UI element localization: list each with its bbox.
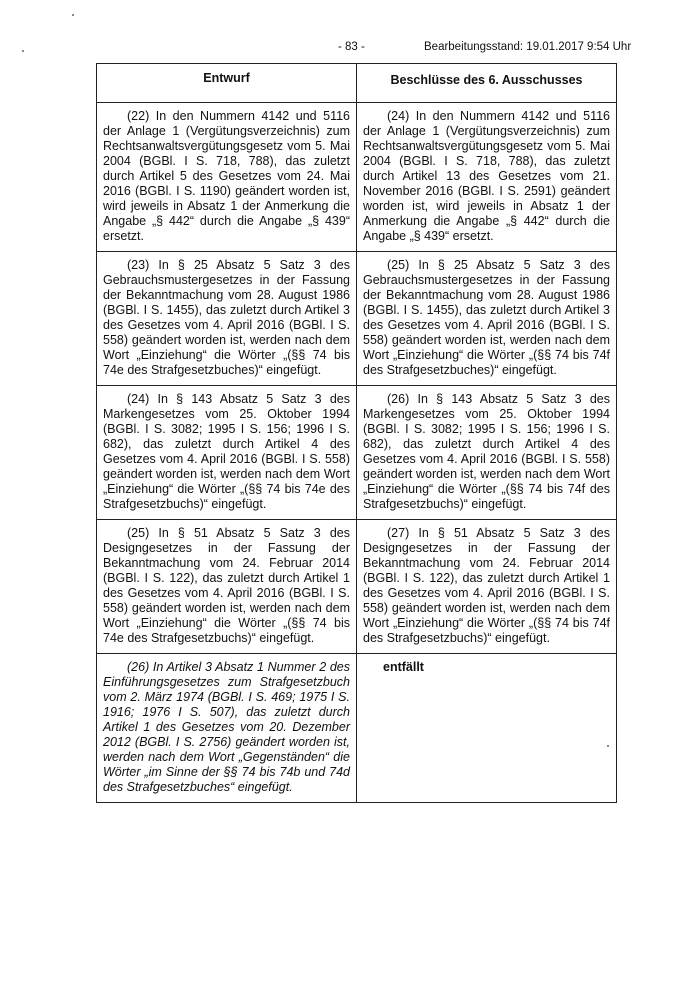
entwurf-cell bbox=[97, 654, 357, 803]
entwurf-text: (24) In § 143 Absatz 5 Satz 3 des Markengesetzes vom 25. Oktober 1994 (BGBl. I S. 3082; 1995 I S. 156; 1996 I S. 682), das zuletzt durch Artikel 4 des Gesetzes vom 4. April 2016 (BGBl. I S. 558) geändert worden ist, werden nach dem Wort „Einziehung“ die Wörter „(§§ 74 bis 74e des Strafgesetzbuchs)“ eingefügt. bbox=[103, 392, 350, 511]
beschluss-cell bbox=[357, 520, 617, 654]
table-row bbox=[97, 654, 617, 803]
column-header-entwurf: Entwurf bbox=[97, 64, 357, 103]
beschluss-cell bbox=[357, 654, 617, 803]
column-header-beschluesse: Beschlüsse des 6. Ausschusses bbox=[357, 64, 617, 103]
beschluss-cell bbox=[357, 386, 617, 520]
beschluss-cell bbox=[357, 252, 617, 386]
beschluss-text: (24) In den Nummern 4142 und 5116 der Anlage 1 (Vergütungsverzeichnis) zum Rechtsanwaltsvergütungsgesetz vom 5. Mai 2004 (BGBl. I S. 718, 788), das zuletzt durch Artikel 13 des Gesetzes vom 21. November 2016 (BGBl. I S. 2591) geändert worden ist, wird jeweils in Absatz 1 der Anmerkung die Angabe „§ 442“ durch die Angabe „§ 439“ ersetzt. bbox=[363, 109, 610, 243]
table-row bbox=[97, 386, 617, 520]
beschluss-text: (25) In § 25 Absatz 5 Satz 3 des Gebrauchsmustergesetzes in der Fassung der Bekanntmachung vom 28. August 1986 (BGBl. I S. 1455), das zuletzt durch Artikel 3 des Gesetzes vom 4. April 2016 (BGBl. I S. 558) geändert worden ist, werden nach dem Wort „Einziehung“ die Wörter „(§§ 74 bis 74f des Strafgesetzbuches)“ eingefügt. bbox=[363, 258, 610, 377]
edit-status: Bearbeitungsstand: 19.01.2017 9:54 Uhr bbox=[424, 41, 632, 53]
beschluss-cell bbox=[357, 103, 617, 252]
entwurf-text: (25) In § 51 Absatz 5 Satz 3 des Designgesetzes in der Fassung der Bekanntmachung vom 24. Februar 2014 (BGBl. I S. 122), das zuletzt durch Artikel 1 des Gesetzes vom 4. April 2016 (BGBl. I S. 558) geändert worden ist, werden nach dem Wort „Einziehung“ die Wörter „(§§ 74 bis 74e des Strafgesetzbuchs)“ eingefügt. bbox=[103, 526, 350, 645]
entwurf-text: (23) In § 25 Absatz 5 Satz 3 des Gebrauchsmustergesetzes in der Fassung der Bekanntmachung vom 28. August 1986 (BGBl. I S. 1455), das zuletzt durch Artikel 3 des Gesetzes vom 4. April 2016 (BGBl. I S. 558) geändert worden ist, werden nach dem Wort „Einziehung“ die Wörter „(§§ 74 bis 74e des Strafgesetzbuches)“ eingefügt. bbox=[103, 258, 350, 377]
page-number: - 83 - bbox=[338, 41, 365, 53]
entfaellt-label: entfällt bbox=[383, 660, 424, 674]
entwurf-text: (26) In Artikel 3 Absatz 1 Nummer 2 des Einführungsgesetzes zum Strafgesetzbuch vom 2. März 1974 (BGBl. I S. 469; 1975 I S. 1916; 1976 I S. 507), das zuletzt durch Artikel 1 des Gesetzes vom 20. Dezember 2012 (BGBl. I S. 2756) geändert worden ist, werden nach dem Wort „Gegenständen“ die Wörter „im Sinne der §§ 74 bis 74b und 74d des Strafgesetzbuches“ eingefügt. bbox=[103, 660, 350, 794]
entwurf-cell bbox=[97, 252, 357, 386]
beschluss-text: (27) In § 51 Absatz 5 Satz 3 des Designgesetzes in der Fassung der Bekanntmachung vom 24. Februar 2014 (BGBl. I S. 122), das zuletzt durch Artikel 1 des Gesetzes vom 4. April 2016 (BGBl. I S. 558) geändert worden ist, werden nach dem Wort „Einziehung“ die Wörter „(§§ 74 bis 74f des Strafgesetzbuchs)“ eingefügt. bbox=[363, 526, 610, 645]
beschluss-text: (26) In § 143 Absatz 5 Satz 3 des Markengesetzes vom 25. Oktober 1994 (BGBl. I S. 3082; 1995 I S. 156; 1996 I S. 682), das zuletzt durch Artikel 4 des Gesetzes vom 4. April 2016 (BGBl. I S. 558) geändert worden ist, werden nach dem Wort „Einziehung“ die Wörter „(§§ 74 bis 74f des Strafgesetzbuchs)“ eingefügt. bbox=[363, 392, 610, 511]
scan-speck bbox=[607, 745, 609, 747]
entwurf-text: (22) In den Nummern 4142 und 5116 der Anlage 1 (Vergütungsverzeichnis) zum Rechtsanwaltsvergütungsgesetz vom 5. Mai 2004 (BGBl. I S. 718, 788), das zuletzt durch Artikel 5 des Gesetzes vom 24. Mai 2016 (BGBl. I S. 1190) geändert worden ist, wird jeweils in Absatz 1 der Anmerkung die Angabe „§ 442“ durch die Angabe „§ 439“ ersetzt. bbox=[103, 109, 350, 243]
table-row bbox=[97, 252, 617, 386]
page-header bbox=[0, 41, 700, 57]
scan-speck bbox=[22, 50, 24, 52]
table-header-row bbox=[97, 64, 617, 103]
scan-speck bbox=[72, 14, 74, 16]
entwurf-cell bbox=[97, 520, 357, 654]
comparison-table bbox=[96, 63, 617, 803]
entwurf-cell bbox=[97, 386, 357, 520]
table-row bbox=[97, 520, 617, 654]
table-row bbox=[97, 103, 617, 252]
entwurf-cell bbox=[97, 103, 357, 252]
